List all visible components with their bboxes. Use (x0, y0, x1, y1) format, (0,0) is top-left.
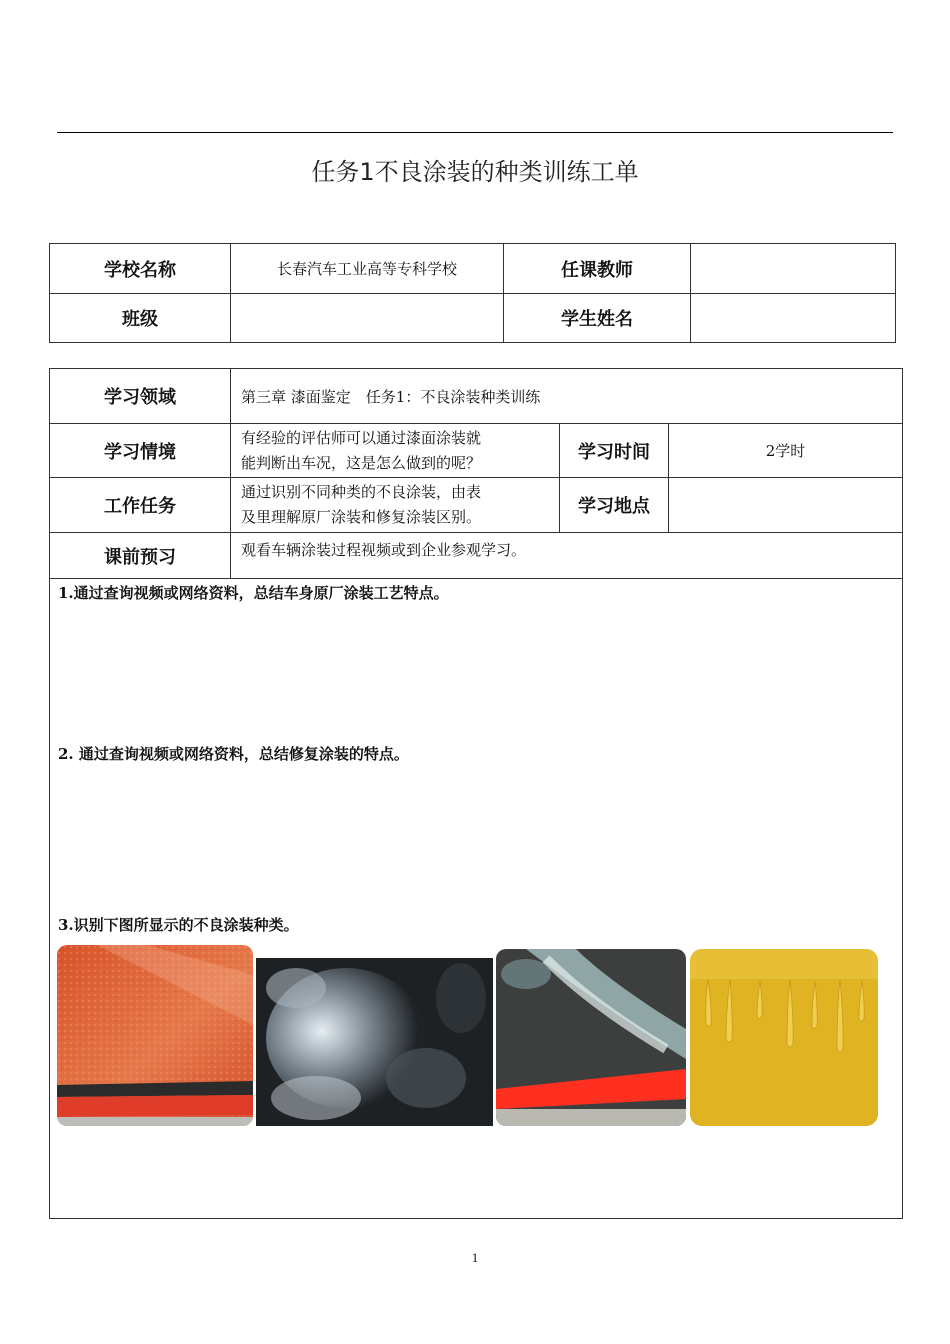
school-label: 学校名称 (50, 244, 231, 294)
info-table (49, 243, 896, 343)
class-value[interactable] (231, 294, 504, 343)
student-value[interactable] (691, 294, 896, 343)
place-value[interactable] (669, 478, 903, 533)
work-line-2: 及里理解原厂涂装和修复涂装区别。 (241, 508, 482, 526)
preview-label: 课前预习 (50, 533, 231, 579)
class-label: 班级 (50, 294, 231, 343)
time-value: 2学时 (669, 424, 903, 478)
orange-textured-paint-photo (57, 945, 253, 1126)
teacher-label: 任课教师 (504, 244, 691, 294)
preview-value: 观看车辆涂装过程视频或到企业参观学习。 (231, 533, 903, 579)
question-3: 3.识别下图所显示的不良涂装种类。 (58, 916, 299, 934)
work-line-1: 通过识别不同种类的不良涂装，由表 (241, 483, 482, 501)
work-label: 工作任务 (50, 478, 231, 533)
teacher-value[interactable] (691, 244, 896, 294)
field-label: 学习领域 (50, 369, 231, 424)
school-value: 长春汽车工业高等专科学校 (231, 244, 504, 294)
place-label: 学习地点 (560, 478, 669, 533)
work-value (231, 478, 560, 533)
yellow-paint-run-photo (690, 949, 878, 1126)
page-title: 任务1不良涂装的种类训练工单 (311, 158, 639, 186)
question-2: 2. 通过查询视频或网络资料，总结修复涂装的特点。 (58, 745, 409, 763)
dark-mottled-paint-photo (256, 958, 493, 1126)
situation-label: 学习情境 (50, 424, 231, 478)
header-rule (57, 132, 893, 133)
question-1: 1.通过查询视频或网络资料，总结车身原厂涂装工艺特点。 (58, 584, 449, 602)
situation-value (231, 424, 560, 478)
situation-line-1: 有经验的评估师可以通过漆面涂装就 (241, 428, 482, 447)
page-number: 1 (471, 1250, 479, 1265)
time-label: 学习时间 (560, 424, 669, 478)
gray-cloudy-paint-photo (496, 949, 686, 1126)
situation-line-2: 能判断出车况，这是怎么做到的呢？ (241, 453, 482, 472)
student-label: 学生姓名 (504, 294, 691, 343)
field-value: 第三章 漆面鉴定 任务1：不良涂装种类训练 (231, 369, 903, 424)
